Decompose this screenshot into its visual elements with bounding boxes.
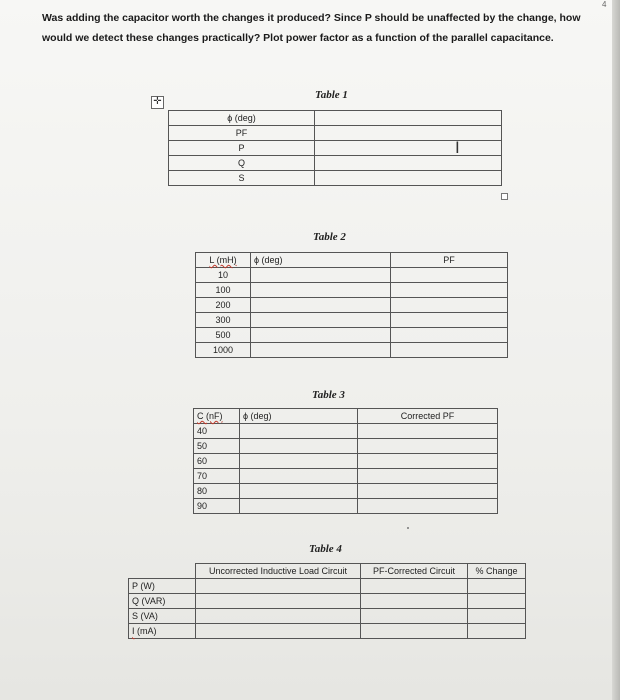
table-cell: 90 [194,499,240,514]
table-cell: 40 [194,424,240,439]
table-cell[interactable] [358,484,498,499]
table-row [169,171,502,186]
table-1 [168,110,502,186]
table-cell[interactable] [358,469,498,484]
table-cell[interactable] [391,313,508,328]
table-1-label: P [169,141,315,156]
table-header-row [196,253,508,268]
table-row [194,424,498,439]
column-header: Uncorrected Inductive Load Circuit [196,564,361,579]
table-cell[interactable] [361,609,468,624]
question-line-1: Was adding the capacitor worth the changes it produced? Since P should be unaffected by the change, how [42,12,581,24]
table-cell[interactable] [196,624,361,639]
table-cell: 1000 [196,343,251,358]
table-header-row [194,409,498,424]
table-cell: 200 [196,298,251,313]
table-cell[interactable] [240,439,358,454]
column-header: PF [391,253,508,268]
table-row [194,499,498,514]
table-cell: 80 [194,484,240,499]
table-cell[interactable] [358,454,498,469]
table-row [169,111,502,126]
table-cell[interactable] [251,298,391,313]
table-row [196,328,508,343]
table-cell[interactable] [358,439,498,454]
table-cell: 10 [196,268,251,283]
table-row [196,283,508,298]
table-cell: 100 [196,283,251,298]
table-cell[interactable] [358,424,498,439]
table-row [194,439,498,454]
question-line-2: would we detect these changes practically? Plot power factor as a function of the parallel capacitance. [42,32,554,44]
table-cell: 300 [196,313,251,328]
column-header: L (mH) [196,253,251,268]
table-1-label: PF [169,126,315,141]
row-label: Q (VAR) [129,594,196,609]
table-cell[interactable] [196,579,361,594]
table-cell[interactable] [391,298,508,313]
table-4 [128,563,526,639]
table-cell[interactable] [361,579,468,594]
table-cell[interactable] [315,126,502,141]
current-unit: (mA) [137,626,157,636]
table-cell[interactable] [251,283,391,298]
table-4-caption: Table 4 [309,543,342,555]
move-cross-icon[interactable]: ✛ [151,96,164,109]
table-cell[interactable] [391,328,508,343]
table-cell: 500 [196,328,251,343]
table-1-caption: Table 1 [315,89,348,101]
table-cell[interactable] [240,454,358,469]
table-header-row [129,564,526,579]
current-symbol: I [132,626,135,636]
table-cell[interactable] [251,313,391,328]
table-row [194,454,498,469]
table-cell[interactable] [240,484,358,499]
column-header: Corrected PF [358,409,498,424]
row-label: S (VA) [129,609,196,624]
table-cell[interactable] [315,111,502,126]
row-label: P (W) [129,579,196,594]
column-header: ϕ (deg) [251,253,391,268]
question-text [42,8,582,48]
table-row [169,141,502,156]
table-cell[interactable] [240,424,358,439]
page-edge [612,0,620,700]
table-cell[interactable] [251,268,391,283]
table-3-caption: Table 3 [312,389,345,401]
corner-cell [129,564,196,579]
table-cell: 60 [194,454,240,469]
table-row [194,484,498,499]
table-cell: 50 [194,439,240,454]
table-cell[interactable] [361,624,468,639]
table-row [194,469,498,484]
table-cell[interactable] [391,268,508,283]
column-header: PF-Corrected Circuit [361,564,468,579]
table-cell[interactable] [196,609,361,624]
text-cursor-icon: I [455,138,460,157]
column-header: % Change [468,564,526,579]
column-header: C (nF) [194,409,240,424]
table-cell[interactable] [196,594,361,609]
table-cell[interactable] [240,469,358,484]
table-cell[interactable] [240,499,358,514]
page-number: 4 [602,0,607,9]
table-cell[interactable] [468,624,526,639]
table-2-caption: Table 2 [313,231,346,243]
table-row [196,313,508,328]
table-row [169,126,502,141]
table-cell[interactable] [315,171,502,186]
table-cell[interactable] [391,343,508,358]
table-row [169,156,502,171]
table-row [129,594,526,609]
table-row [196,343,508,358]
row-label [129,624,196,639]
table-row [129,624,526,639]
table-cell[interactable] [251,328,391,343]
table-cell[interactable] [468,609,526,624]
resize-handle-icon[interactable] [501,193,508,200]
stray-mark [407,527,409,529]
table-cell[interactable] [468,594,526,609]
column-header: ϕ (deg) [240,409,358,424]
table-cell[interactable] [391,283,508,298]
table-row [129,609,526,624]
table-3 [193,408,498,514]
table-cell[interactable] [468,579,526,594]
table-cell[interactable] [361,594,468,609]
table-cell[interactable] [251,343,391,358]
table-1-label: ϕ (deg) [169,111,315,126]
table-cell[interactable] [315,141,502,156]
table-cell[interactable] [315,156,502,171]
table-row [129,579,526,594]
table-1-label: Q [169,156,315,171]
table-row [196,298,508,313]
table-cell[interactable] [358,499,498,514]
table-2 [195,252,508,358]
table-cell: 70 [194,469,240,484]
table-row [196,268,508,283]
table-1-label: S [169,171,315,186]
